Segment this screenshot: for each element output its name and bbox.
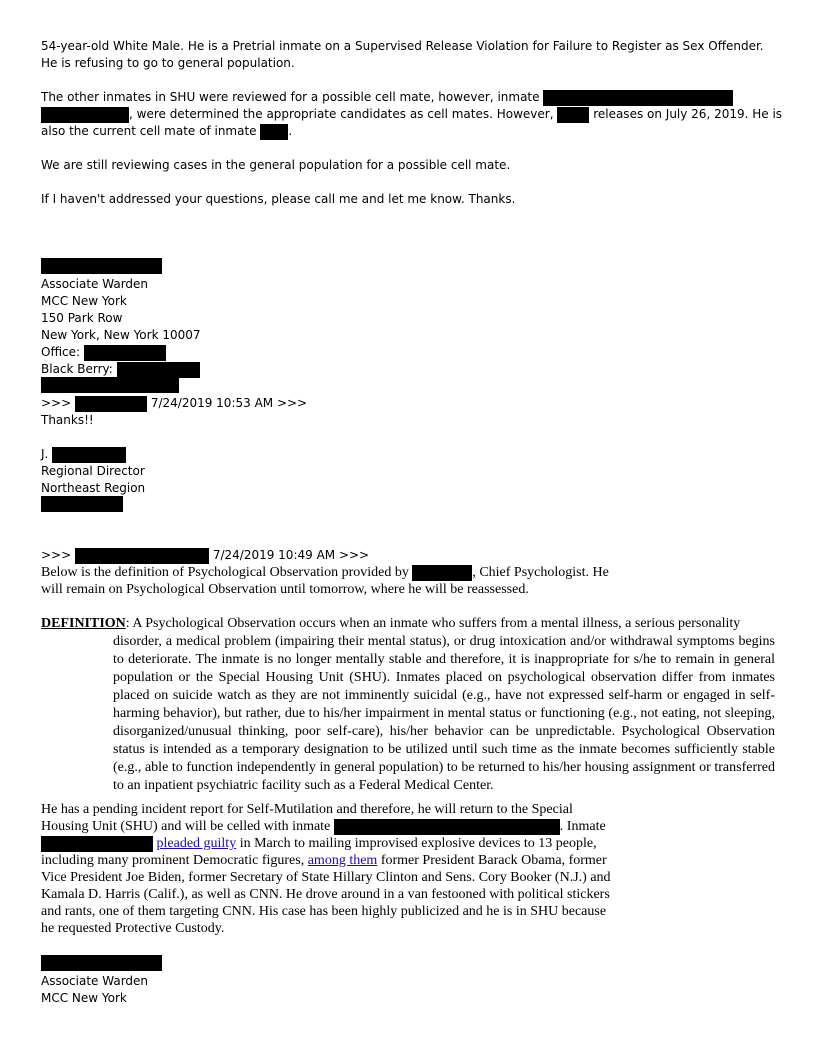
reply2-line-2: will remain on Psychological Observation until tomorrow, where he will be reassessed. xyxy=(41,582,529,597)
incident-text-2a: Housing Unit (SHU) and will be celled with inmate xyxy=(41,819,331,834)
redaction-box-contact xyxy=(41,496,123,512)
reply1-region: Northeast Region xyxy=(41,481,146,495)
incident-line-2 xyxy=(41,818,606,835)
sig1-city: New York, New York 10007 xyxy=(41,328,201,342)
cellmate-line-2 xyxy=(41,106,782,123)
incident-line-7: and rants, one of them targeting CNN. His case has been highly publicized and he is in SHU because xyxy=(41,904,607,919)
blackberry-label: Black Berry: xyxy=(41,362,113,376)
cellmate-text-3a: also the current cell mate of inmate xyxy=(41,124,257,138)
redaction-box xyxy=(41,107,129,123)
cellmate-text-2a: , were determined the appropriate candidates as cell mates. However, xyxy=(129,107,554,121)
redaction-box xyxy=(543,90,733,106)
redaction-box-email xyxy=(41,377,179,393)
sig2-org: MCC New York xyxy=(41,991,127,1005)
incident-line-5: Vice President Joe Biden, former Secretary of State Hillary Clinton and Sens. Cory Booker (N.J.) and xyxy=(41,870,611,885)
definition-body: disorder, a medical problem (impairing their mental status), or drug intoxication and/or withdrawal symptoms begins to deteriorate. The inmate is no longer mentally stable and therefore, it is inappropriate for s/he to remain in general population or the Special Housing Unit (SHU). Inmates placed on psychological observation differ from inmates placed on suicide watch as they are not imminently suicidal (e.g., have not expressed self-harm or engaged in self-harming behavior), but rather, due to his/her impairment in mental status or functioning (e.g., not eating, not sleeping, disorganized/unusual thinking, poor self-care), his/her behavior can be unpredictable. Psychological Observation status is intended as a temporary designation to be utilized until such time as the inmate becomes sufficiently stable (e.g., able to function independently in general population) to be returned to his/her housing assignment or transferred to an inpatient psychiatric facility such as a Federal Medical Center. xyxy=(113,634,775,793)
cellmate-line-1 xyxy=(41,89,733,106)
incident-text-3b: in March to mailing improvised explosive devices to 13 people, xyxy=(236,836,597,851)
sig1-org: MCC New York xyxy=(41,294,127,308)
redaction-box-signer-name xyxy=(41,258,162,274)
redaction-box xyxy=(52,447,126,463)
incident-line-4 xyxy=(41,852,607,869)
reply1-signer xyxy=(41,446,126,463)
incident-text-4a: including many prominent Democratic figures, xyxy=(41,853,308,868)
incident-line-8: he requested Protective Custody. xyxy=(41,921,225,936)
redaction-box xyxy=(260,124,288,140)
incident-line-1: He has a pending incident report for Self-Mutilation and therefore, he will return to the Special xyxy=(41,802,573,817)
reviewing-line: We are still reviewing cases in the general population for a possible cell mate. xyxy=(41,158,511,172)
reply1-timestamp: 7/24/2019 10:53 AM >>> xyxy=(150,396,308,410)
sig1-office xyxy=(41,344,166,361)
reply1-title: Regional Director xyxy=(41,464,145,478)
definition-first-line: : A Psychological Observation occurs when an inmate who suffers from a mental illness, a serious personality xyxy=(125,616,741,631)
reply1-header xyxy=(41,395,307,412)
reply2-text-1a: Below is the definition of Psychological Observation provided by xyxy=(41,565,409,580)
cellmate-text-2b: releases on July 26, 2019. He is xyxy=(593,107,783,121)
sig1-street: 150 Park Row xyxy=(41,311,123,325)
redaction-box xyxy=(334,819,560,835)
reply1-prefix: >>> xyxy=(41,396,72,410)
definition-paragraph xyxy=(41,615,775,795)
redaction-box-signer-name-2 xyxy=(41,955,162,971)
reply2-header xyxy=(41,547,369,564)
incident-line-6: Kamala D. Harris (Calif.), as well as CNN. He drove around in a van festooned with political stickers xyxy=(41,887,610,902)
intro-line-2: He is refusing to go to general population. xyxy=(41,56,295,70)
redaction-box xyxy=(117,362,200,378)
cellmate-line-3 xyxy=(41,123,292,140)
incident-text-2b: . Inmate xyxy=(559,819,606,834)
reply1-body: Thanks!! xyxy=(41,413,94,427)
redaction-box xyxy=(412,565,472,581)
redaction-box xyxy=(84,345,166,361)
reply2-timestamp: 7/24/2019 10:49 AM >>> xyxy=(212,548,370,562)
incident-line-3 xyxy=(41,835,597,852)
cellmate-text-1: The other inmates in SHU were reviewed for a possible cell mate, however, inmate xyxy=(41,90,540,104)
definition-heading: DEFINITION xyxy=(41,616,126,631)
office-label: Office: xyxy=(41,345,81,359)
redaction-box xyxy=(41,836,153,852)
reply1-initial: J. xyxy=(41,447,49,461)
reply2-line-1 xyxy=(41,564,609,581)
intro-line-1: 54-year-old White Male. He is a Pretrial inmate on a Supervised Release Violation for Failure to Register as Sex Offender. xyxy=(41,39,764,53)
sig2-title: Associate Warden xyxy=(41,974,149,988)
redaction-box xyxy=(75,548,209,564)
reply2-text-1b: , Chief Psychologist. He xyxy=(472,565,609,580)
redaction-box xyxy=(75,396,147,412)
incident-text-4b: former President Barack Obama, former xyxy=(377,853,607,868)
reply2-prefix: >>> xyxy=(41,548,72,562)
closing-line: If I haven't addressed your questions, please call me and let me know. Thanks. xyxy=(41,192,516,206)
redaction-box xyxy=(557,107,589,123)
pleaded-guilty-link[interactable]: pleaded guilty xyxy=(156,836,237,851)
among-them-link[interactable]: among them xyxy=(307,853,378,868)
sig1-title: Associate Warden xyxy=(41,277,149,291)
cellmate-text-3b: . xyxy=(288,124,293,138)
sig1-blackberry xyxy=(41,361,200,378)
